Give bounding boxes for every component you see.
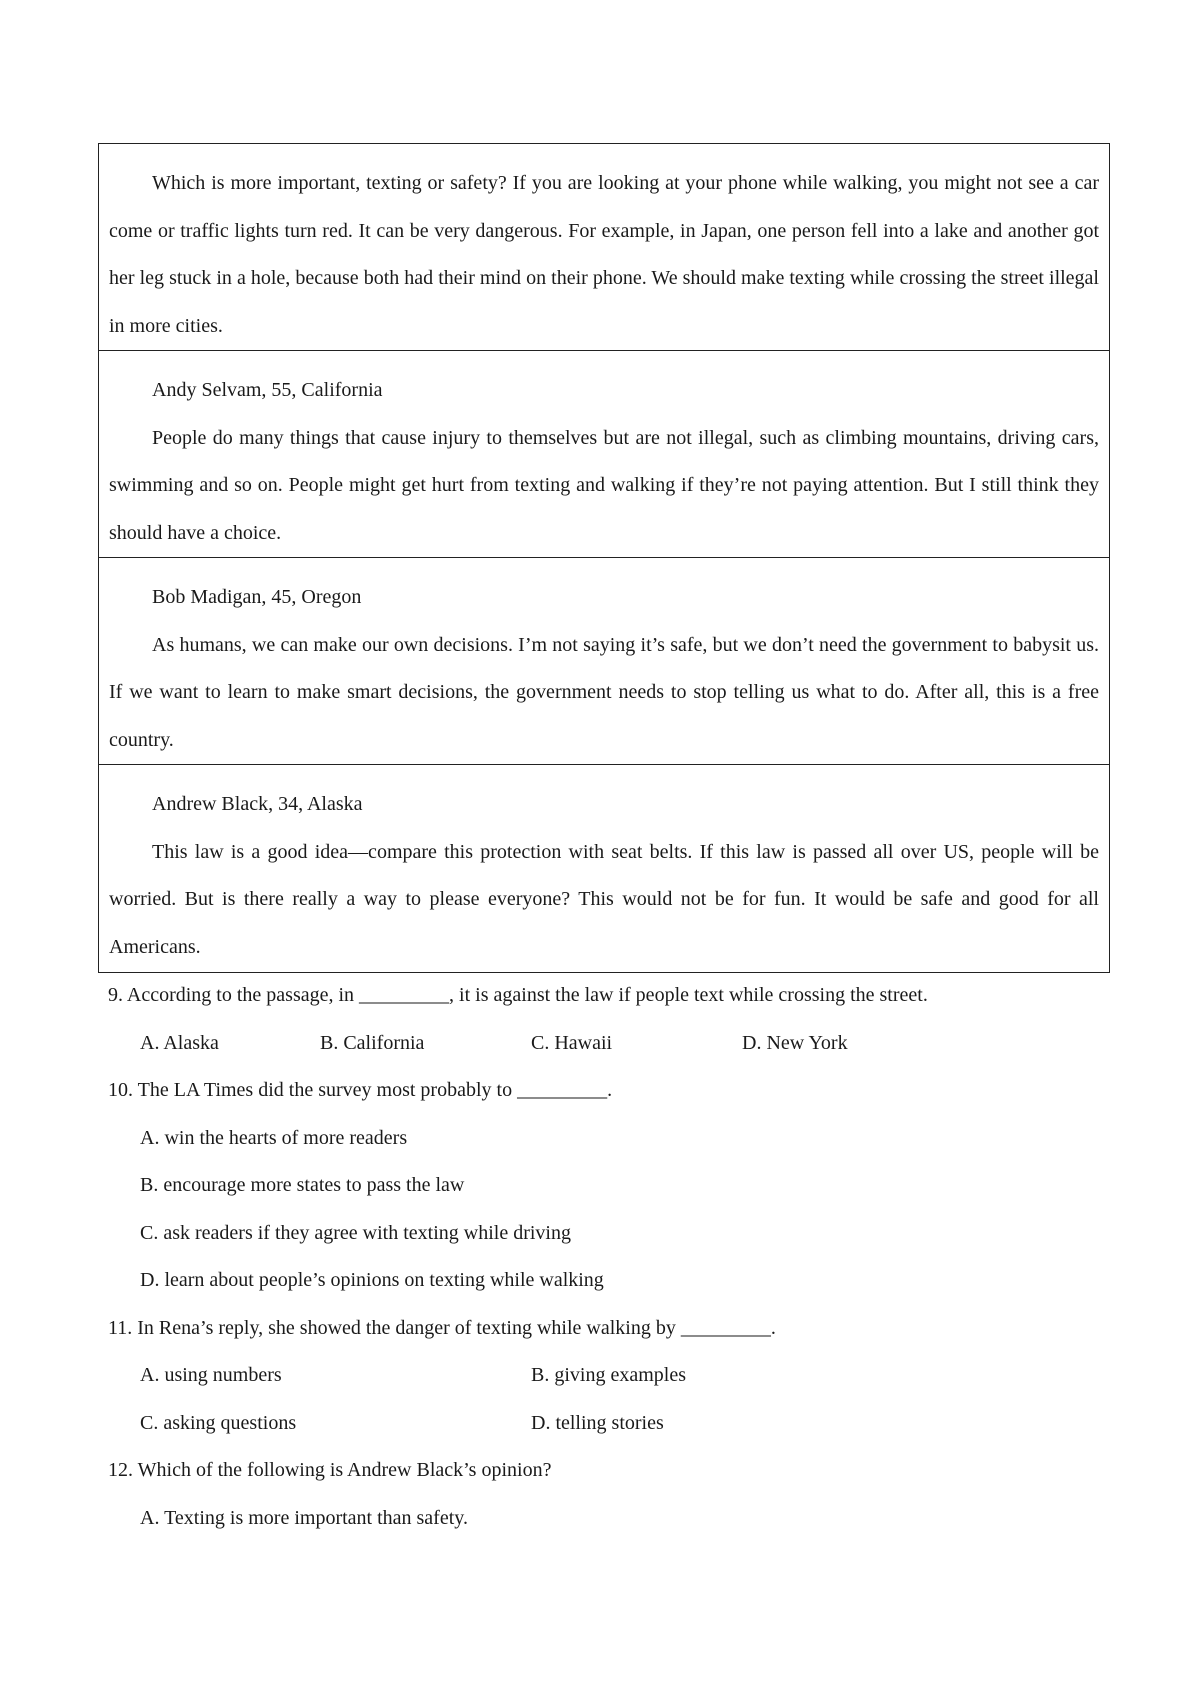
questions-section (108, 972, 1108, 1542)
option: D. New York (742, 1031, 848, 1054)
question-12-stem: 12. Which of the following is Andrew Black’s opinion? (108, 1459, 552, 1481)
question-11-options-cd (108, 1400, 1108, 1448)
opinion-author: Bob Madigan, 45, Oregon (152, 586, 362, 608)
option: B. California (320, 1031, 425, 1054)
option: D. telling stories (531, 1411, 664, 1434)
opinion-cell-3 (99, 558, 1109, 765)
question-12-option-a (108, 1495, 1108, 1543)
option: C. Hawaii (531, 1031, 613, 1054)
opinion-cell-1 (99, 144, 1109, 351)
option: A. win the hearts of more readers (140, 1126, 408, 1149)
question-9-options (108, 1020, 1108, 1068)
question-11-stem: 11. In Rena’s reply, she showed the danger of texting while walking by _________. (108, 1316, 776, 1339)
option: B. giving examples (531, 1364, 686, 1386)
question-10-option-d (108, 1257, 1108, 1305)
opinion-cell-4 (99, 765, 1109, 972)
option: D. learn about people’s opinions on texting while walking (140, 1269, 604, 1291)
question-stem (108, 1447, 1108, 1495)
question-11-options-ab (108, 1352, 1108, 1400)
question-stem (108, 1067, 1108, 1115)
question-stem (108, 1305, 1108, 1353)
question-10-option-a (108, 1115, 1108, 1163)
opinions-table (98, 143, 1110, 973)
option: A. Alaska (140, 1031, 219, 1054)
question-10-option-c (108, 1210, 1108, 1258)
question-10-stem: 10. The LA Times did the survey most probably to _________. (108, 1079, 613, 1101)
option: A. using numbers (140, 1364, 282, 1386)
opinion-text: Which is more important, texting or safety? If you are looking at your phone while walking, you might not see a car come or traffic lights turn red. It can be very dangerous. For example, in Japan, one person fell into a lake and another got her leg stuck in a hole, because both had their mind on their phone. We should make texting while crossing the street illegal in more cities. (109, 172, 1099, 337)
option: C. asking questions (140, 1411, 297, 1434)
opinion-author: Andy Selvam, 55, California (152, 379, 383, 401)
option: B. encourage more states to pass the law (140, 1174, 465, 1196)
opinion-text: People do many things that cause injury to themselves but are not illegal, such as climbing mountains, driving cars, swimming and so on. People might get hurt from texting and walking if they’re not paying attention. But I still think they should have a choice. (109, 426, 1099, 544)
option: A. Texting is more important than safety. (140, 1506, 468, 1529)
option: C. ask readers if they agree with texting while driving (140, 1221, 571, 1244)
question-9-stem: 9. According to the passage, in _________, it is against the law if people text while crossing the street. (108, 984, 928, 1006)
opinion-text: This law is a good idea—compare this protection with seat belts. If this law is passed all over US, people will be worried. But is there really a way to please everyone? This would not be for fun. It would be safe and good for all Americans. (109, 840, 1099, 958)
question-10-option-b (108, 1162, 1108, 1210)
opinion-author: Andrew Black, 34, Alaska (152, 793, 363, 815)
question-stem (108, 972, 1108, 1020)
opinion-text: As humans, we can make our own decisions. I’m not saying it’s safe, but we don’t need the government to babysit us. If we want to learn to make smart decisions, the government needs to stop telling us what to do. After all, this is a free country. (109, 633, 1099, 751)
opinion-cell-2 (99, 351, 1109, 558)
